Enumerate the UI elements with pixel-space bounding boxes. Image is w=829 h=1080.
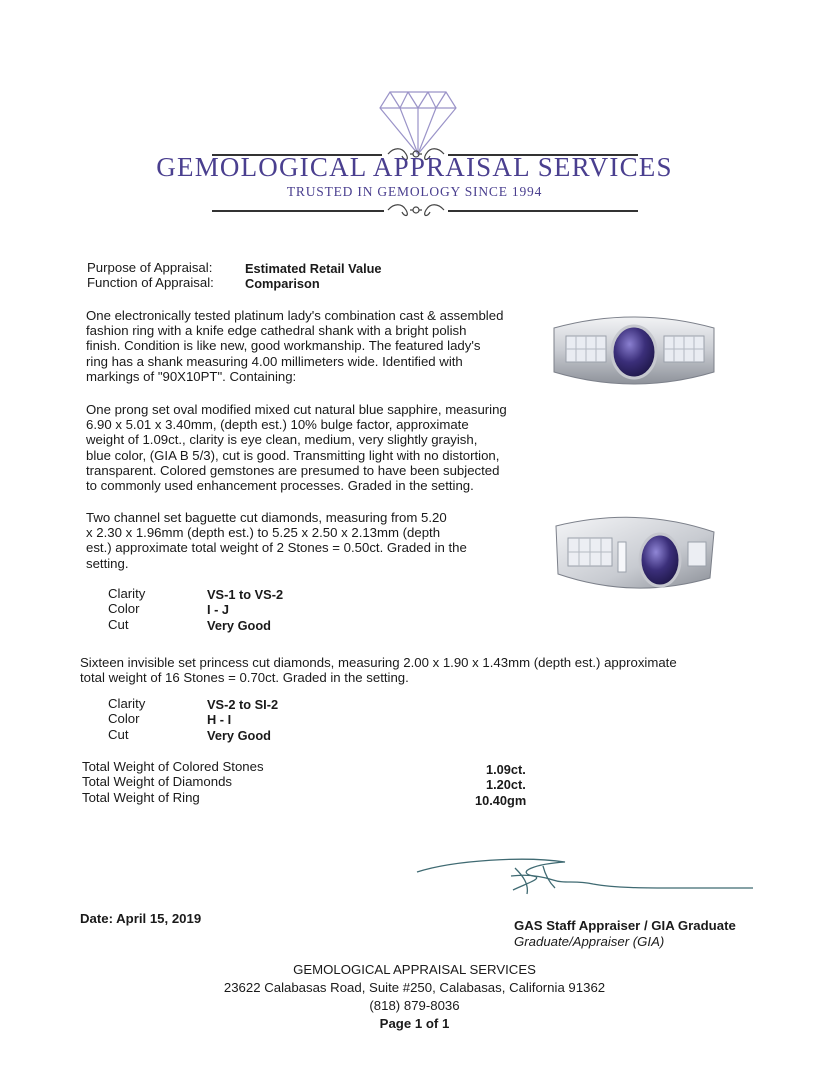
baguette-color-label: Color <box>108 601 140 616</box>
footer <box>0 961 829 1033</box>
footer-phone: (818) 879-8036 <box>369 998 460 1013</box>
company-tagline: TRUSTED IN GEMOLOGY SINCE 1994 <box>286 184 543 199</box>
footer-address: 23622 Calabasas Road, Suite #250, Calabasas, California 91362 <box>223 980 606 995</box>
description-line: fashion ring with a knife edge cathedral shank with a bright polish <box>86 323 467 339</box>
princess-color-value: H - I <box>207 712 232 727</box>
princess-color-label: Color <box>108 711 140 726</box>
sapphire-line: weight of 1.09ct., clarity is eye clean, medium, very slightly grayish, <box>86 432 478 448</box>
ornament-bottom-icon <box>384 201 448 219</box>
appraiser-subtitle: Graduate/Appraiser (GIA) <box>514 934 665 949</box>
sapphire-line: blue color, (GIA B 5/3), cut is good. Transmitting light with no distortion, <box>86 447 500 463</box>
baguette-cut-label: Cut <box>108 617 129 632</box>
princess-cut-label: Cut <box>108 727 129 742</box>
total-ring-value: 10.40gm <box>475 793 527 808</box>
total-diamonds-value: 1.20ct. <box>486 777 526 792</box>
purpose-value: Estimated Retail Value <box>245 261 382 276</box>
sapphire-line: 6.90 x 5.01 x 3.40mm, (depth est.) 10% bulge factor, approximate <box>86 417 469 433</box>
total-ring-label: Total Weight of Ring <box>82 790 200 805</box>
total-colored-label: Total Weight of Colored Stones <box>82 759 264 774</box>
purpose-label: Purpose of Appraisal: <box>87 260 213 275</box>
sapphire-line: transparent. Colored gemstones are presumed to have been subjected <box>86 462 500 478</box>
description-line: One electronically tested platinum lady's combination cast & assembled <box>86 308 504 323</box>
description-line: markings of "90X10PT". Containing: <box>86 368 297 384</box>
signature-date: Date: April 15, 2019 <box>80 911 202 926</box>
ring-description <box>86 308 536 384</box>
princess-clarity-label: Clarity <box>108 696 146 711</box>
sapphire-description <box>86 402 536 493</box>
princess-cut-value: Very Good <box>207 728 272 743</box>
princess-line: Sixteen invisible set princess cut diamonds, measuring 2.00 x 1.90 x 1.43mm (depth est.) approximate <box>80 655 677 670</box>
total-diamonds-label: Total Weight of Diamonds <box>82 774 233 789</box>
baguette-clarity-value: VS-1 to VS-2 <box>207 587 284 602</box>
baguette-clarity-label: Clarity <box>108 586 146 601</box>
function-value: Comparison <box>245 276 320 291</box>
baguette-line: est.) approximate total weight of 2 Stones = 0.50ct. Graded in the <box>86 540 467 556</box>
header-rule-bottom-right <box>448 210 638 212</box>
baguette-color-value: I - J <box>207 602 230 617</box>
ring-photo-angle <box>548 502 720 602</box>
princess-description <box>80 655 720 685</box>
description-line: finish. Condition is like new, good workmanship. The featured lady's <box>86 338 481 354</box>
baguette-description <box>86 510 506 571</box>
sapphire-line: to commonly used enhancement processes. Graded in the setting. <box>86 478 474 494</box>
appraiser-signature <box>415 850 755 900</box>
description-line: ring has a shank measuring 4.00 millimeters wide. Identified with <box>86 353 463 369</box>
ring-photo-front <box>548 300 720 400</box>
company-name: GEMOLOGICAL APPRAISAL SERVICES <box>156 152 673 182</box>
baguette-line: setting. <box>86 555 129 571</box>
princess-clarity-value: VS-2 to SI-2 <box>207 697 279 712</box>
sapphire-line: One prong set oval modified mixed cut natural blue sapphire, measuring <box>86 402 507 417</box>
function-label: Function of Appraisal: <box>87 275 214 290</box>
total-colored-value: 1.09ct. <box>486 762 526 777</box>
baguette-line: x 2.30 x 1.96mm (depth est.) to 5.25 x 2.50 x 2.13mm (depth <box>86 525 441 541</box>
appraiser-title: GAS Staff Appraiser / GIA Graduate <box>514 918 736 933</box>
baguette-cut-value: Very Good <box>207 618 272 633</box>
page-number: Page 1 of 1 <box>379 1016 450 1031</box>
princess-line: total weight of 16 Stones = 0.70ct. Graded in the setting. <box>80 670 409 686</box>
footer-company: GEMOLOGICAL APPRAISAL SERVICES <box>293 962 536 977</box>
baguette-line: Two channel set baguette cut diamonds, measuring from 5.20 <box>86 510 447 525</box>
header-rule-bottom-left <box>212 210 384 212</box>
